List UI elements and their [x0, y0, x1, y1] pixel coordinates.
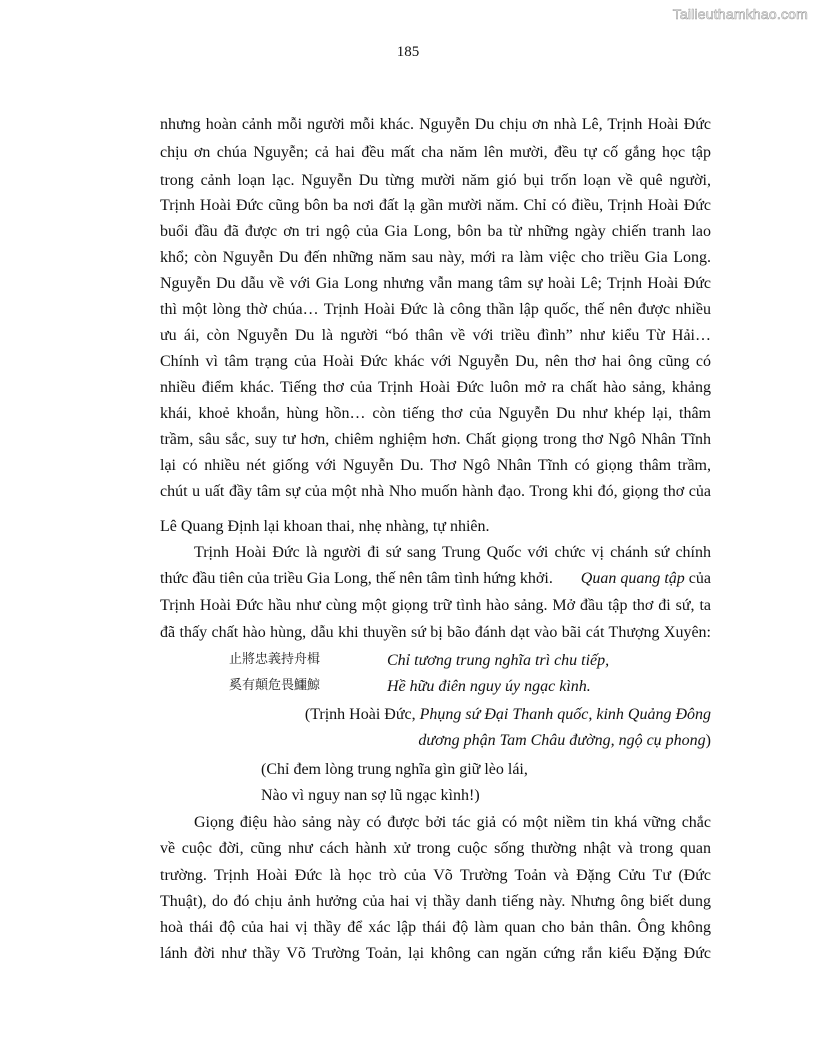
text-line: lánh đời như thầy Võ Trường Toản, lại không can ngăn cứng rắn kiểu Đặng Đức	[160, 945, 711, 962]
han-line-1: 止將忠義持舟楫	[229, 652, 321, 667]
phonetic-line-1: Chỉ tương trung nghĩa trì chu tiếp,	[387, 652, 610, 669]
text-segment	[581, 569, 711, 589]
text-line: Giọng điệu hào sảng này có được bởi tác giả có một niềm tin khá vững chắc	[194, 814, 711, 831]
text-line: trong cảnh loạn lạc. Nguyễn Du từng mười năm gió bụi trốn loạn về quê người,	[160, 172, 711, 189]
text-line: nhưng hoàn cảnh mỗi người mỗi khác. Nguyễn Du chịu ơn nhà Lê, Trịnh Hoài Đức	[160, 116, 711, 133]
citation-line-2	[260, 731, 711, 751]
citation-title: Phụng sứ Đại Thanh quốc, kinh Quảng Đông	[419, 706, 711, 723]
text-line: về cuộc đời, cũng như cách hành xử trong cuộc sống thường nhật và trong quan	[160, 840, 711, 857]
text-line: Trịnh Hoài Đức là người đi sứ sang Trung Quốc với chức vị chánh sứ chính	[194, 544, 711, 561]
citation-open: (Trịnh Hoài Đức,	[304, 706, 416, 723]
watermark: Tailieuthamkhao.com	[672, 6, 808, 22]
page-number: 185	[396, 44, 420, 60]
text-line: khái, khoẻ khoắn, hùng hồn… còn tiếng thơ của Nguyễn Du như khép lại, thâm	[160, 405, 711, 422]
text-line: Thuật), do đó chịu ảnh hưởng của hai vị thầy danh tiếng này. Nhưng ông biết dung	[160, 893, 711, 910]
text-line: trầm, sâu sắc, suy tư hơn, chiêm nghiệm hơn. Chất giọng trong thơ Ngô Nhân Tĩnh	[160, 431, 711, 448]
text-segment: của	[688, 570, 711, 587]
text-line	[160, 569, 711, 589]
text-segment: thức đầu tiên của triều Gia Long, thế nên tâm tình hứng khởi.	[160, 570, 553, 587]
translation-line-1: (Chỉ đem lòng trung nghĩa gìn giữ lèo lái,	[261, 761, 528, 778]
text-line: nhiều điểm khác. Tiếng thơ của Trịnh Hoài Đức luôn mở ra chất hào sảng, khảng	[160, 379, 711, 396]
text-line: trường. Trịnh Hoài Đức là học trò của Võ Trường Toản và Đặng Cửu Tư (Đức	[160, 867, 711, 884]
citation-close: )	[705, 732, 711, 749]
text-line: Lê Quang Định lại khoan thai, nhẹ nhàng, tự nhiên.	[160, 518, 490, 535]
citation-title: dương phận Tam Châu đường, ngộ cụ phong	[418, 732, 706, 749]
text-line: Trịnh Hoài Đức cũng bôn ba nơi đất lạ gần mười năm. Chỉ có điều, Trịnh Hoài Đức	[160, 197, 711, 214]
text-line: ưu ái, còn Nguyễn Du là người “bó thân về với triều đình” như kiểu Từ Hải…	[160, 327, 711, 344]
text-line: đã thấy chất hào hùng, dẫu khi thuyền sứ bị bão đánh dạt vào bãi cát Thượng Xuyên:	[160, 624, 711, 641]
text-line: chút u uất đầy tâm sự của một nhà Nho muốn hành đạo. Trong khi đó, giọng thơ của	[160, 483, 711, 500]
text-line: thì một lòng thờ chúa… Trịnh Hoài Đức là công thần lập quốc, thế nên được nhiều	[160, 301, 711, 318]
phonetic-line-2: Hề hữu điên nguy úy ngạc kình.	[387, 678, 591, 695]
han-line-2: 奚有顛危畏鱷鯨	[229, 678, 321, 693]
book-title: Quan quang tập	[580, 570, 685, 587]
text-line: Trịnh Hoài Đức hầu như cùng một giọng trữ tình hào sảng. Mở đầu tập thơ đi sứ, ta	[160, 597, 711, 614]
text-line: Nguyễn Du dẫu về với Gia Long nhưng vẫn mang tâm sự hoài Lê; Trịnh Hoài Đức	[160, 275, 711, 292]
text-line: chịu ơn chúa Nguyễn; cả hai đều mất cha năm lên mười, đều tự cố gắng học tập	[160, 144, 711, 161]
text-line: lại có nhiều nét giống với Nguyễn Du. Thơ Ngô Nhân Tĩnh có giọng thâm trầm,	[160, 457, 711, 474]
text-line: khổ; còn Nguyễn Du đến những năm sau này, mới ra làm việc cho triều Gia Long.	[160, 249, 711, 266]
translation-line-2: Nào vì nguy nan sợ lũ ngạc kình!)	[261, 787, 480, 804]
text-line: hoà thái độ của hai vị thầy để xác lập thái độ làm quan cho bản thân. Ông không	[160, 919, 711, 936]
text-line: Chính vì tâm trạng của Hoài Đức khác với Nguyễn Du, nên thơ hai ông cũng có	[160, 353, 711, 370]
citation-line-1	[260, 705, 711, 725]
text-line: buổi đầu đã được ơn tri ngộ của Gia Long, bôn ba từ những ngày chiến tranh lao	[160, 223, 711, 240]
